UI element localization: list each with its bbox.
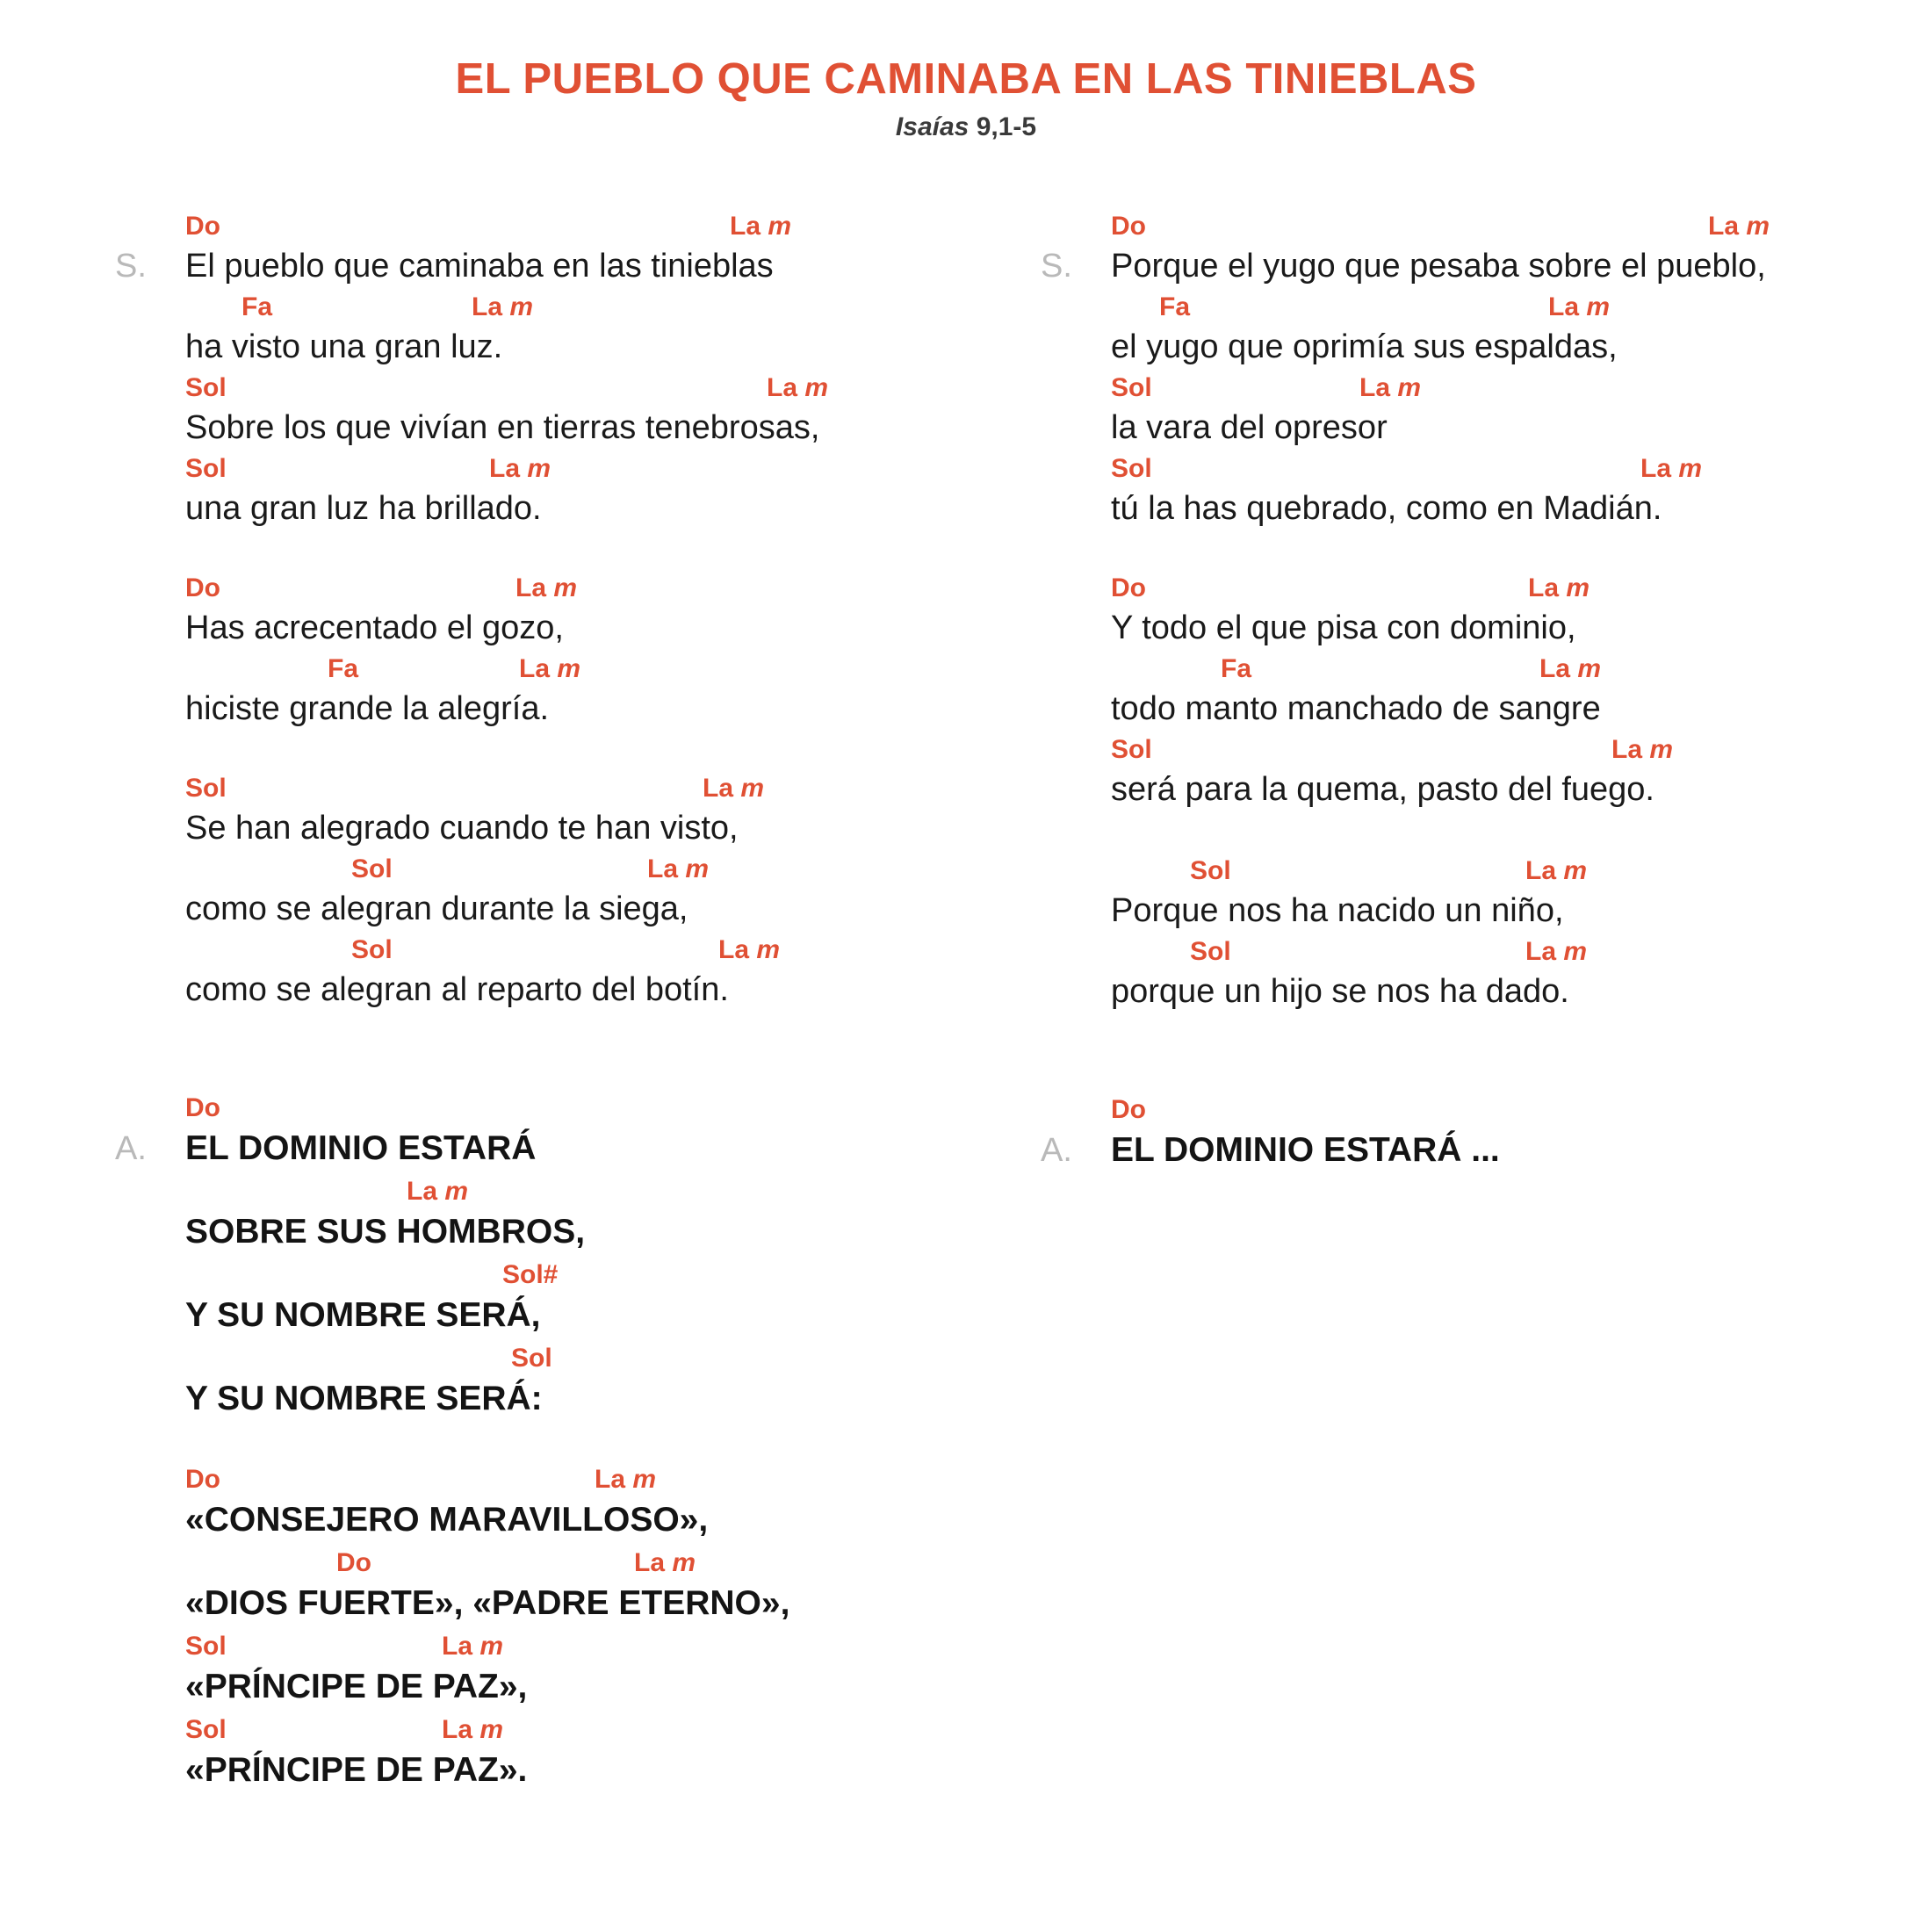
lyric-line: como se alegran durante la siega, bbox=[185, 890, 688, 927]
chord: Sol bbox=[511, 1344, 552, 1373]
chord: La m bbox=[407, 1177, 469, 1206]
chord: La m bbox=[703, 774, 765, 803]
lyric-line: todo manto manchado de sangre bbox=[1111, 690, 1601, 727]
lyric-line: ha visto una gran luz. bbox=[185, 328, 503, 365]
refrain-line: «PRÍNCIPE DE PAZ», bbox=[185, 1668, 528, 1705]
chord: La m bbox=[1640, 454, 1703, 483]
chord: Fa bbox=[328, 654, 359, 683]
chord: Sol bbox=[351, 854, 393, 883]
chord: La m bbox=[519, 654, 581, 683]
chord: Do bbox=[185, 573, 220, 602]
chord: La m bbox=[1548, 292, 1611, 321]
chord: Do bbox=[1111, 1095, 1146, 1124]
chord: Do bbox=[336, 1548, 371, 1577]
lyric-line: porque un hijo se nos ha dado. bbox=[1111, 973, 1569, 1010]
lyric-line: será para la quema, pasto del fuego. bbox=[1111, 771, 1654, 808]
chord: La m bbox=[1611, 735, 1674, 764]
chord: La m bbox=[515, 573, 578, 602]
chord: Sol bbox=[1111, 454, 1152, 483]
chord: La m bbox=[1525, 856, 1588, 885]
song-title: EL PUEBLO QUE CAMINABA EN LAS TINIEBLAS bbox=[455, 55, 1477, 103]
chord: Sol bbox=[1190, 937, 1231, 966]
chord: Do bbox=[185, 1465, 220, 1494]
chord: La m bbox=[730, 212, 792, 241]
chord: Fa bbox=[1159, 292, 1191, 321]
chord: Do bbox=[185, 212, 220, 241]
lyric-line: hiciste grande la alegría. bbox=[185, 690, 550, 727]
chord: La m bbox=[1708, 212, 1770, 241]
chord: La m bbox=[489, 454, 551, 483]
chord: Sol bbox=[185, 774, 227, 803]
refrain-line: EL DOMINIO ESTARÁ bbox=[185, 1129, 537, 1167]
chord: La m bbox=[1359, 373, 1422, 402]
chord: La m bbox=[647, 854, 710, 883]
chord: Fa bbox=[1221, 654, 1252, 683]
lyric-line: Has acrecentado el gozo, bbox=[185, 609, 564, 646]
chord: La m bbox=[442, 1632, 504, 1661]
lyric-line: Porque nos ha nacido un niño, bbox=[1111, 892, 1564, 929]
chord: La m bbox=[634, 1548, 696, 1577]
lyric-line: como se alegran al reparto del botín. bbox=[185, 971, 729, 1008]
chord: Sol bbox=[351, 935, 393, 964]
chord: La m bbox=[718, 935, 781, 964]
chord: Sol bbox=[1111, 735, 1152, 764]
lyric-line: el yugo que oprimía sus espaldas, bbox=[1111, 328, 1618, 365]
chord: Sol bbox=[1190, 856, 1231, 885]
refrain-line: «CONSEJERO MARAVILLOSO», bbox=[185, 1501, 709, 1539]
chord: La m bbox=[1539, 654, 1602, 683]
all-marker: A. bbox=[115, 1130, 147, 1167]
chord: Sol bbox=[1111, 373, 1152, 402]
refrain-line: SOBRE SUS HOMBROS, bbox=[185, 1213, 586, 1251]
lyric-line: Sobre los que vivían en tierras tenebrosas, bbox=[185, 409, 820, 446]
chord: Do bbox=[1111, 212, 1146, 241]
lyric-line: Se han alegrado cuando te han visto, bbox=[185, 810, 739, 847]
scripture-reference bbox=[0, 112, 1932, 142]
lyric-line: la vara del opresor bbox=[1111, 409, 1388, 446]
chord: La m bbox=[442, 1715, 504, 1744]
refrain-line: EL DOMINIO ESTARÁ ... bbox=[1111, 1131, 1500, 1169]
lyric-line: El pueblo que caminaba en las tinieblas bbox=[185, 248, 774, 285]
chord: La m bbox=[1528, 573, 1590, 602]
solo-marker: S. bbox=[1041, 248, 1072, 285]
reference-verses: 9,1-5 bbox=[976, 112, 1037, 141]
chord: La m bbox=[595, 1465, 657, 1494]
all-marker: A. bbox=[1041, 1132, 1072, 1169]
chord: Do bbox=[1111, 573, 1146, 602]
lyric-line: Porque el yugo que pesaba sobre el pueblo, bbox=[1111, 248, 1766, 285]
chord: Sol# bbox=[502, 1260, 559, 1289]
refrain-line: «PRÍNCIPE DE PAZ». bbox=[185, 1751, 528, 1789]
chord: Fa bbox=[242, 292, 273, 321]
lyric-line: tú la has quebrado, como en Madián. bbox=[1111, 490, 1662, 527]
chord: Do bbox=[185, 1093, 220, 1122]
refrain-line: Y SU NOMBRE SERÁ: bbox=[185, 1380, 543, 1417]
chord: Sol bbox=[185, 1632, 227, 1661]
lyric-line: una gran luz ha brillado. bbox=[185, 490, 542, 527]
solo-marker: S. bbox=[115, 248, 147, 285]
chord: La m bbox=[1525, 937, 1588, 966]
chord: La m bbox=[472, 292, 534, 321]
reference-book: Isaías bbox=[895, 112, 970, 141]
lyric-line: Y todo el que pisa con dominio, bbox=[1111, 609, 1576, 646]
chord: Sol bbox=[185, 454, 227, 483]
chord: Sol bbox=[185, 373, 227, 402]
chord: La m bbox=[767, 373, 829, 402]
refrain-line: «DIOS FUERTE», «PADRE ETERNO», bbox=[185, 1584, 790, 1622]
refrain-line: Y SU NOMBRE SERÁ, bbox=[185, 1296, 541, 1334]
chord: Sol bbox=[185, 1715, 227, 1744]
